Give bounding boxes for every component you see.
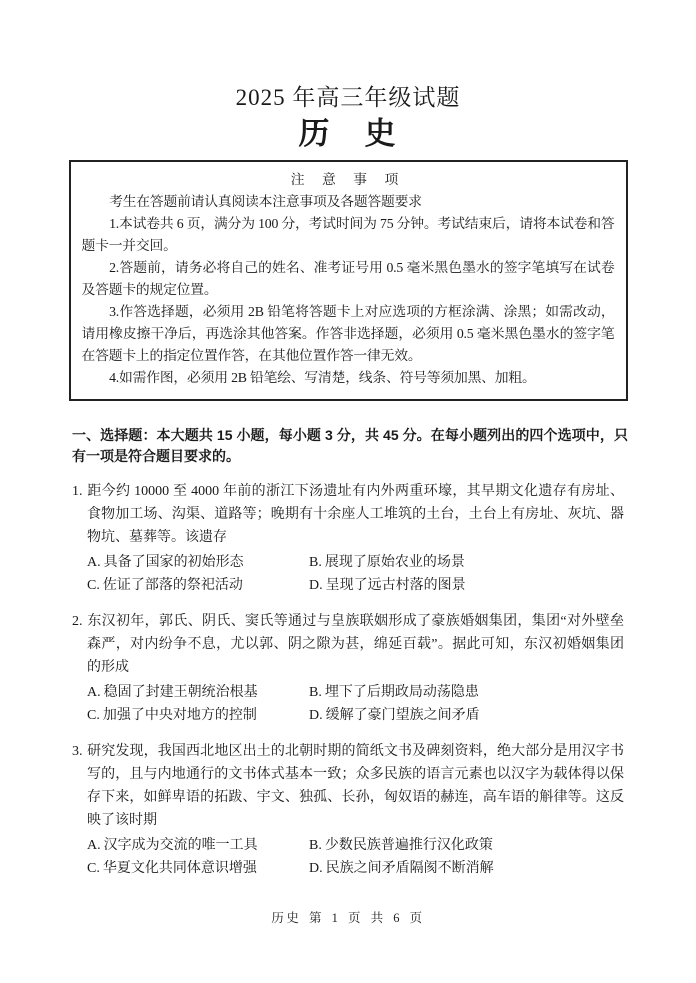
question-3-option-a	[87, 834, 309, 857]
option-label: A.	[87, 685, 101, 701]
question-3-stem	[72, 740, 624, 832]
question-2-stem-text: 东汉初年，郭氏、阴氏、窦氏等通过与皇族联姻形成了豪族婚姻集团，集团“对外壁垒森严，对内纷争不息，尤以郭、阴之隙为甚，绵延百载”。据此可知，东汉初婚姻集团的形成	[87, 614, 624, 676]
notice-item-4: 4.如需作图，必须用 2B 铅笔绘、写清楚，线条、符号等须加黑、加粗。	[109, 370, 536, 386]
option-label: A.	[87, 555, 101, 571]
question-3-number: 3.	[72, 744, 83, 760]
option-text: 汉字成为交流的唯一工具	[103, 838, 258, 854]
option-label: A.	[87, 838, 101, 854]
question-3-option-c	[87, 857, 309, 880]
notice-box	[69, 160, 628, 401]
question-2-option-a	[87, 681, 309, 704]
question-1-option-b	[309, 551, 465, 574]
option-text: 稳固了封建王朝统治根基	[103, 685, 258, 701]
notice-item-3: 3.作答选择题，必须用 2B 铅笔将答题卡上对应选项的方框涂满、涂黑；如需改动，请用橡皮擦干净后，再选涂其他答案。作答非选择题，必须用 0.5 毫米黑色墨水的签字笔在答题卡上的指定位置作答，在其他位置作答一律无效。	[81, 304, 615, 364]
option-label: C.	[87, 708, 100, 724]
option-row	[87, 704, 624, 727]
option-text: 展现了原始农业的场景	[324, 555, 465, 571]
question-3-option-d	[309, 857, 494, 880]
notice-heading: 注 意 事 项	[290, 172, 406, 188]
question-2-number: 2.	[72, 614, 83, 630]
question-1-option-c	[87, 574, 309, 597]
notice-intro: 考生在答题前请认真阅读本注意事项及各题答题要求	[109, 194, 422, 210]
option-text: 埋下了后期政局动荡隐患	[324, 685, 479, 701]
option-row	[87, 834, 624, 857]
option-text: 民族之间矛盾隔阂不断消解	[325, 861, 494, 877]
page-title: 2025 年高三年级试题	[235, 85, 461, 110]
option-label: C.	[87, 578, 100, 594]
question-1-option-d	[309, 574, 466, 597]
section-heading: 一、选择题：本大题共 15 小题，每小题 3 分，共 45 分。在每小题列出的四个选项中，只有一项是符合题目要求的。	[72, 427, 628, 465]
question-3	[72, 740, 624, 880]
option-row	[87, 857, 624, 880]
option-label: C.	[87, 861, 100, 877]
option-text: 佐证了部落的祭祀活动	[102, 578, 243, 594]
subject-title: 历 史	[298, 116, 398, 152]
question-1-option-a	[87, 551, 309, 574]
option-text: 华夏文化共同体意识增强	[102, 861, 257, 877]
question-1-options	[72, 551, 624, 597]
option-text: 少数民族普遍推行汉化政策	[324, 838, 493, 854]
option-label: D.	[309, 578, 323, 594]
option-text: 加强了中央对地方的控制	[102, 708, 257, 724]
question-1	[72, 480, 624, 597]
option-label: D.	[309, 708, 323, 724]
question-3-options	[72, 834, 624, 880]
option-label: B.	[309, 838, 322, 854]
question-2-option-c	[87, 704, 309, 727]
notice-item-1: 1.本试卷共 6 页，满分为 100 分，考试时间为 75 分钟。考试结束后，请将本试卷和答题卡一并交回。	[81, 216, 615, 254]
option-row	[87, 551, 624, 574]
question-1-stem-text: 距今约 10000 至 4000 年前的浙江下汤遗址有内外两重环壕，其早期文化遗存有房址、食物加工场、沟渠、道路等；晚期有十余座人工堆筑的土台，土台上有房址、灰坑、器物坑、墓葬等。该遗存	[87, 484, 624, 546]
question-2	[72, 610, 624, 727]
page-footer: 历史 第 1 页 共 6 页	[271, 911, 425, 925]
option-row	[87, 681, 624, 704]
option-text: 呈现了远古村落的图景	[325, 578, 466, 594]
question-2-stem	[72, 610, 624, 679]
question-2-option-d	[309, 704, 480, 727]
question-3-option-b	[309, 834, 493, 857]
question-2-options	[72, 681, 624, 727]
question-1-stem	[72, 480, 624, 549]
question-2-option-b	[309, 681, 479, 704]
option-text: 缓解了豪门望族之间矛盾	[325, 708, 480, 724]
notice-item-2: 2.答题前，请务必将自己的姓名、准考证号用 0.5 毫米黑色墨水的签字笔填写在试卷及答题卡的规定位置。	[81, 260, 615, 298]
question-3-stem-text: 研究发现，我国西北地区出土的北朝时期的简纸文书及碑刻资料，绝大部分是用汉字书写的，且与内地通行的文书体式基本一致；众多民族的语言元素也以汉字为载体得以保存下来，如鲜卑语的拓跋、宇文、独孤、长孙，匈奴语的赫连，高车语的斛律等。这反映了该时期	[87, 744, 624, 829]
option-label: B.	[309, 685, 322, 701]
question-1-number: 1.	[72, 484, 83, 500]
option-label: B.	[309, 555, 322, 571]
option-text: 具备了国家的初始形态	[103, 555, 244, 571]
option-row	[87, 574, 624, 597]
option-label: D.	[309, 861, 323, 877]
